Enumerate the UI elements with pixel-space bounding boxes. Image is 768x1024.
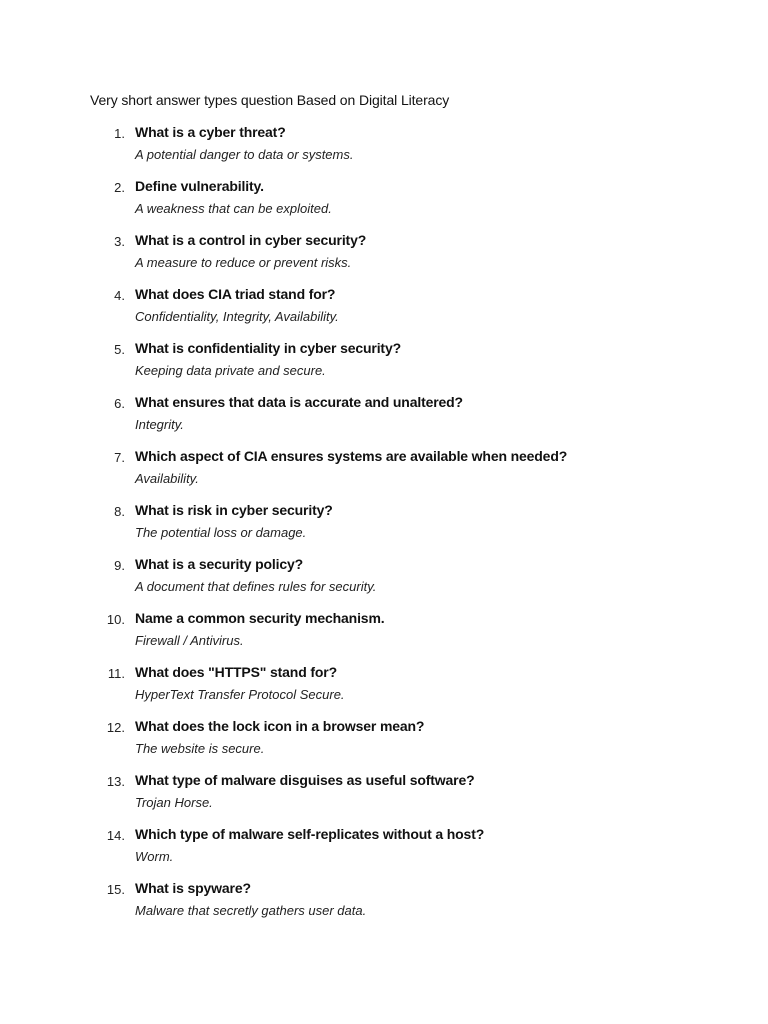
list-item xyxy=(0,772,768,826)
answer-text: Confidentiality, Integrity, Availability. xyxy=(135,309,339,324)
answer-text: HyperText Transfer Protocol Secure. xyxy=(135,687,345,702)
item-number: 5. xyxy=(114,342,125,357)
answer-text: Firewall / Antivirus. xyxy=(135,633,244,648)
item-number: 6. xyxy=(114,396,125,411)
list-item xyxy=(0,448,768,502)
answer-text: A weakness that can be exploited. xyxy=(135,201,332,216)
item-number: 12. xyxy=(106,720,125,735)
list-item xyxy=(0,178,768,232)
question-text: Which type of malware self-replicates without a host? xyxy=(135,826,485,842)
item-number: 11. xyxy=(107,666,125,681)
list-item xyxy=(0,664,768,718)
question-list xyxy=(0,124,768,934)
answer-text: The website is secure. xyxy=(135,741,265,756)
question-text: What does CIA triad stand for? xyxy=(135,286,336,302)
item-number: 15. xyxy=(106,882,125,897)
list-item xyxy=(0,394,768,448)
answer-text: Trojan Horse. xyxy=(135,795,213,810)
question-text: What is a control in cyber security? xyxy=(135,232,367,248)
question-text: Which aspect of CIA ensures systems are available when needed? xyxy=(135,448,568,464)
answer-text: A document that defines rules for security. xyxy=(135,579,377,594)
item-number: 10. xyxy=(106,612,125,627)
question-text: What is confidentiality in cyber security? xyxy=(135,340,401,356)
list-item xyxy=(0,718,768,772)
answer-text: Availability. xyxy=(135,471,199,486)
item-number: 9. xyxy=(114,558,125,573)
question-text: Name a common security mechanism. xyxy=(135,610,385,626)
list-item xyxy=(0,556,768,610)
question-text: What ensures that data is accurate and unaltered? xyxy=(135,394,463,410)
item-number: 7. xyxy=(114,450,125,465)
question-text: What does the lock icon in a browser mean? xyxy=(135,718,425,734)
answer-text: A potential danger to data or systems. xyxy=(135,147,354,162)
question-text: What does "HTTPS" stand for? xyxy=(135,664,337,680)
question-text: What is a cyber threat? xyxy=(135,124,286,140)
list-item xyxy=(0,610,768,664)
answer-text: Worm. xyxy=(135,849,174,864)
question-text: What is risk in cyber security? xyxy=(135,502,333,518)
answer-text: The potential loss or damage. xyxy=(135,525,307,540)
document-title: Very short answer types question Based on Digital Literacy xyxy=(90,92,450,108)
question-text: What is spyware? xyxy=(135,880,251,896)
item-number: 2. xyxy=(114,180,125,195)
list-item xyxy=(0,880,768,934)
list-item xyxy=(0,826,768,880)
question-text: What is a security policy? xyxy=(135,556,304,572)
item-number: 3. xyxy=(114,234,125,249)
answer-text: Malware that secretly gathers user data. xyxy=(135,903,367,918)
question-text: Define vulnerability. xyxy=(135,178,264,194)
list-item xyxy=(0,232,768,286)
item-number: 14. xyxy=(106,828,125,843)
answer-text: A measure to reduce or prevent risks. xyxy=(135,255,352,270)
item-number: 1. xyxy=(114,126,125,141)
list-item xyxy=(0,124,768,178)
question-text: What type of malware disguises as useful software? xyxy=(135,772,475,788)
list-item xyxy=(0,286,768,340)
answer-text: Keeping data private and secure. xyxy=(135,363,326,378)
item-number: 8. xyxy=(114,504,125,519)
item-number: 13. xyxy=(106,774,125,789)
answer-text: Integrity. xyxy=(135,417,184,432)
list-item xyxy=(0,340,768,394)
item-number: 4. xyxy=(114,288,125,303)
list-item xyxy=(0,502,768,556)
